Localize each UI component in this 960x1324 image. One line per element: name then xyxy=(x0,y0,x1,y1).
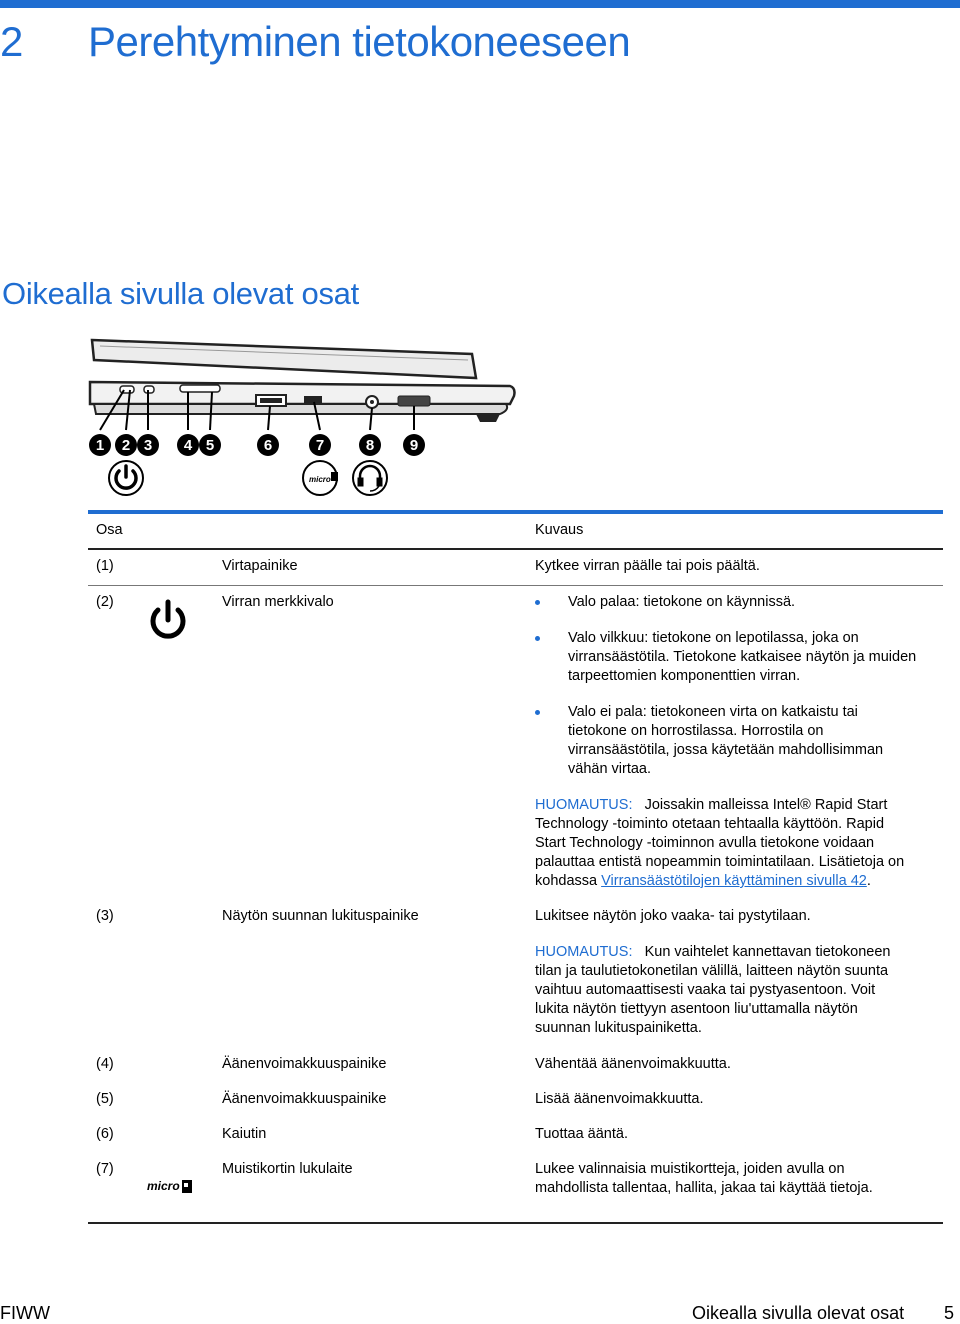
row3-description: Lukitsee näytön joko vaaka- tai pystytilaan. xyxy=(535,908,811,924)
header-rule xyxy=(88,548,943,550)
row2-bullet-3: Valo ei pala: tietokoneen virta on katkaistu tai tietokone on horrostilassa. Horrostila on virransäästötila, jossa käytetään mahdollisimman vähän virtaa. xyxy=(568,704,884,777)
note-label: HUOMAUTUS: xyxy=(535,944,633,960)
svg-text:3: 3 xyxy=(143,437,153,454)
row2-name: Virran merkkivalo xyxy=(222,594,334,610)
row-divider xyxy=(88,585,943,586)
row6-description: Tuottaa ääntä. xyxy=(535,1126,628,1142)
display-lid xyxy=(92,340,476,378)
chapter-title: Perehtyminen tietokoneeseen xyxy=(88,18,631,65)
svg-text:5: 5 xyxy=(205,437,215,454)
svg-text:1: 1 xyxy=(95,437,105,454)
row4-number: (4) xyxy=(96,1056,114,1072)
row1-number: (1) xyxy=(96,558,114,574)
table-bottom-rule xyxy=(88,1222,943,1224)
row2-bullet-2: Valo vilkkuu: tietokone on lepotilassa, joka on virransäästötila. Tietokone katkaisee näytön ja muiden tarpeettomien komponenttien virran. xyxy=(568,630,917,684)
footer-page-number: 5 xyxy=(944,1303,955,1323)
row7-number: (7) xyxy=(96,1161,114,1177)
note-link[interactable]: Virransäästötilojen käyttäminen sivulla 42 xyxy=(601,873,867,889)
chapter-top-rule xyxy=(0,0,960,8)
bullet-marker xyxy=(535,710,540,715)
row3-name: Näytön suunnan lukituspainike xyxy=(222,908,419,924)
headset-icon xyxy=(353,461,387,495)
row3-note xyxy=(535,943,913,1038)
laptop-right-side-illustration xyxy=(80,330,560,505)
footer-section: Oikealla sivulla olevat osat xyxy=(692,1303,905,1323)
volume-rocker xyxy=(180,385,220,392)
row3-number: (3) xyxy=(96,908,114,924)
row5-description: Lisää äänenvoimakkuutta. xyxy=(535,1091,704,1107)
row7-description: Lukee valinnaisia muistikortteja, joiden avulla on mahdollista tallentaa, hallita, jakaa tai käyttää tietoja. xyxy=(535,1161,873,1196)
header-part: Osa xyxy=(96,522,123,538)
row4-name: Äänenvoimakkuuspainike xyxy=(222,1056,387,1072)
svg-text:7: 7 xyxy=(315,437,325,454)
row1-description: Kytkee virran päälle tai pois päältä. xyxy=(535,558,760,574)
section-title: Oikealla sivulla olevat osat xyxy=(2,276,359,311)
row2-note xyxy=(535,796,915,891)
chapter-number: 2 xyxy=(0,18,23,65)
port-9 xyxy=(398,396,430,406)
power-icon xyxy=(109,461,143,495)
note-label: HUOMAUTUS: xyxy=(535,797,633,813)
row7-name: Muistikortin lukulaite xyxy=(222,1161,353,1177)
bullet-marker xyxy=(535,600,540,605)
note-text: Kun vaihtelet kannettavan tietokoneen tilan ja taulutietokonetilan välillä, laitteen näytön suunta vaihtuu automaattisesti vaaka tai pystyasentoon. Voit lukita näytön tiettyyn asentoon liu'uttamalla näytön suunnan lukituspainiketta. xyxy=(535,944,891,1036)
row1-name: Virtapainike xyxy=(222,558,298,574)
row2-number: (2) xyxy=(96,594,114,610)
card-slot xyxy=(304,396,322,403)
bullet-marker xyxy=(535,636,540,641)
note-text: Joissakin malleissa Intel® Rapid Start Technology -toiminto otetaan tehtaalla käyttöön. Rapid Start Technology -toiminnon avulla tietokone voidaan palauttaa entistä nopeammin toimintatilaan. Lisätietoja on kohdassa xyxy=(535,797,905,889)
svg-text:6: 6 xyxy=(263,437,273,454)
footer-left: FIWW xyxy=(0,1303,50,1323)
svg-text:4: 4 xyxy=(183,437,193,454)
micro-sd-icon xyxy=(303,461,338,495)
svg-text:micro: micro xyxy=(309,475,331,484)
table-top-rule xyxy=(88,510,943,514)
svg-text:micro: micro xyxy=(147,1179,180,1193)
svg-text:8: 8 xyxy=(365,437,375,454)
chapter-heading xyxy=(0,18,630,66)
row6-number: (6) xyxy=(96,1126,114,1142)
laptop-base xyxy=(90,382,515,404)
row6-name: Kaiutin xyxy=(222,1126,267,1142)
power-icon xyxy=(146,598,190,642)
header-description: Kuvaus xyxy=(535,522,584,538)
row5-name: Äänenvoimakkuuspainike xyxy=(222,1091,387,1107)
svg-text:9: 9 xyxy=(409,437,419,454)
note-end: . xyxy=(866,873,871,889)
micro-sd-icon xyxy=(146,1176,194,1196)
row4-description: Vähentää äänenvoimakkuutta. xyxy=(535,1056,731,1072)
row5-number: (5) xyxy=(96,1091,114,1107)
row2-bullet-1: Valo palaa: tietokone on käynnissä. xyxy=(568,594,796,610)
svg-text:2: 2 xyxy=(121,437,131,454)
